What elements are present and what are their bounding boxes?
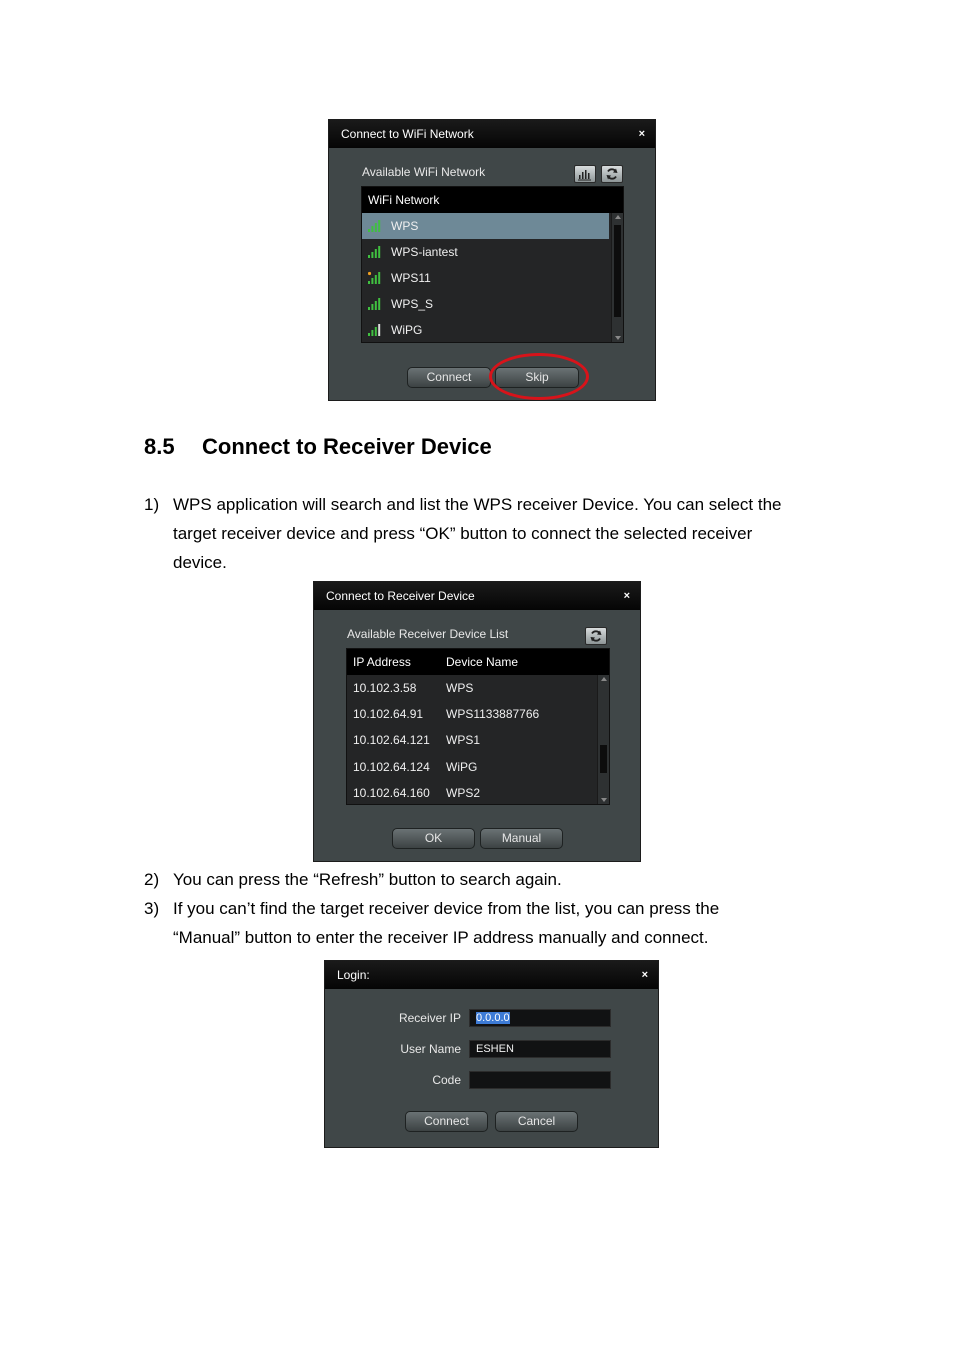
skip-button[interactable]: Skip: [495, 367, 579, 388]
device-name-cell: WPS: [446, 681, 474, 695]
step-1-line-2: target receiver device and press “OK” button to connect the selected receiver: [173, 524, 753, 543]
receiver-dialog-title: Connect to Receiver Device: [326, 589, 475, 603]
refresh-button[interactable]: [601, 165, 623, 183]
receiver-ip-label: Receiver IP: [398, 1011, 461, 1025]
device-name-cell: WiPG: [446, 759, 478, 774]
available-receiver-label: Available Receiver Device List: [347, 627, 509, 641]
ip-address-cell: 10.102.64.124: [353, 759, 430, 774]
wifi-scroll-thumb[interactable]: [614, 225, 621, 317]
device-name-column-header: Device Name: [446, 655, 519, 669]
device-name-cell: WPS1133887766: [446, 707, 540, 722]
wifi-signal-icon: [368, 219, 382, 232]
device-name-cell: WPS1: [446, 733, 481, 748]
connect-button[interactable]: Connect: [407, 367, 491, 388]
receiver-ip-input[interactable]: [469, 1009, 611, 1027]
step-2-number: 2): [144, 870, 160, 889]
receiver-list-scrollbar[interactable]: [597, 675, 609, 804]
signal-list-icon: [578, 167, 592, 181]
ok-button[interactable]: OK: [392, 828, 475, 849]
receiver-scroll-thumb[interactable]: [600, 745, 607, 773]
table-row[interactable]: [347, 780, 595, 806]
wifi-network-column-header: WiFi Network: [368, 193, 440, 207]
wifi-network-name: WPS_S: [391, 297, 434, 311]
refresh-icon: [589, 629, 603, 643]
ip-address-column-header: IP Address: [353, 655, 411, 669]
scroll-up-icon[interactable]: [615, 215, 621, 219]
user-name-label: User Name: [400, 1042, 461, 1056]
receiver-dialog-titlebar: [314, 582, 640, 610]
receiver-list-header: [347, 649, 609, 675]
section-number: 8.5: [144, 434, 175, 459]
scroll-down-icon[interactable]: [601, 798, 607, 802]
list-item[interactable]: [362, 317, 609, 343]
manual-button[interactable]: Manual: [480, 828, 563, 849]
wifi-network-list[interactable]: [361, 186, 624, 343]
login-dialog-title: Login:: [337, 968, 370, 982]
scroll-up-icon[interactable]: [601, 677, 607, 681]
login-dialog-titlebar: [325, 961, 658, 989]
step-1-line-3: device.: [173, 553, 227, 572]
ip-address-cell: 10.102.3.58: [353, 681, 417, 695]
wifi-dialog-titlebar: [329, 120, 655, 148]
refresh-button[interactable]: [585, 627, 607, 645]
device-name-cell: WPS2: [446, 785, 481, 800]
scroll-down-icon[interactable]: [615, 336, 621, 340]
wps-filter-button[interactable]: [574, 165, 596, 183]
wifi-dialog-title: Connect to WiFi Network: [341, 127, 474, 141]
wifi-list-scrollbar[interactable]: [611, 213, 623, 342]
section-heading: [144, 434, 492, 460]
wifi-signal-icon: [368, 245, 382, 258]
connect-button[interactable]: Connect: [405, 1111, 488, 1132]
list-item[interactable]: [362, 265, 609, 291]
step-3-line-2: “Manual” button to enter the receiver IP address manually and connect.: [173, 928, 709, 947]
wifi-dialog: [328, 119, 656, 401]
skip-highlight-circle: [489, 353, 589, 400]
list-item[interactable]: [362, 213, 609, 239]
wifi-list-header: [362, 187, 623, 213]
receiver-device-list[interactable]: [346, 648, 610, 805]
ip-address-cell: 10.102.64.121: [353, 733, 430, 748]
receiver-ip-value: 0.0.0.0: [476, 1012, 510, 1024]
step-1-number: 1): [144, 495, 160, 514]
list-item[interactable]: [362, 239, 609, 265]
wifi-network-name: WiPG: [391, 323, 423, 337]
wifi-network-name: WPS: [391, 219, 419, 233]
step-2-line-1: You can press the “Refresh” button to search again.: [173, 870, 562, 889]
list-item[interactable]: [362, 291, 609, 317]
wifi-network-name: WPS-iantest: [391, 245, 458, 259]
receiver-dialog: [313, 581, 641, 862]
table-row[interactable]: [347, 754, 595, 780]
ip-address-cell: 10.102.64.91: [353, 707, 424, 722]
wifi-network-name: WPS11: [391, 271, 431, 285]
table-row[interactable]: [347, 675, 595, 701]
close-icon[interactable]: ×: [641, 969, 648, 981]
table-row[interactable]: [347, 727, 595, 753]
table-row[interactable]: [347, 701, 595, 727]
available-wifi-label: Available WiFi Network: [362, 165, 486, 179]
code-label: Code: [432, 1073, 461, 1087]
wifi-signal-icon: [368, 323, 382, 336]
step-1-line-1: WPS application will search and list the WPS receiver Device. You can select the: [173, 495, 782, 514]
close-icon[interactable]: ×: [638, 128, 645, 140]
ip-address-cell: 10.102.64.160: [353, 785, 430, 800]
step-3-number: 3): [144, 899, 160, 918]
code-input[interactable]: [469, 1071, 611, 1089]
step-3-line-1: If you can’t find the target receiver device from the list, you can press the: [173, 899, 720, 918]
cancel-button[interactable]: Cancel: [495, 1111, 578, 1132]
section-title: Connect to Receiver Device: [202, 434, 492, 459]
user-name-input[interactable]: ESHEN: [469, 1040, 611, 1058]
refresh-icon: [605, 167, 619, 181]
wifi-signal-icon: [368, 271, 382, 284]
wifi-signal-icon: [368, 297, 382, 310]
login-dialog: [324, 960, 659, 1148]
close-icon[interactable]: ×: [623, 590, 630, 602]
